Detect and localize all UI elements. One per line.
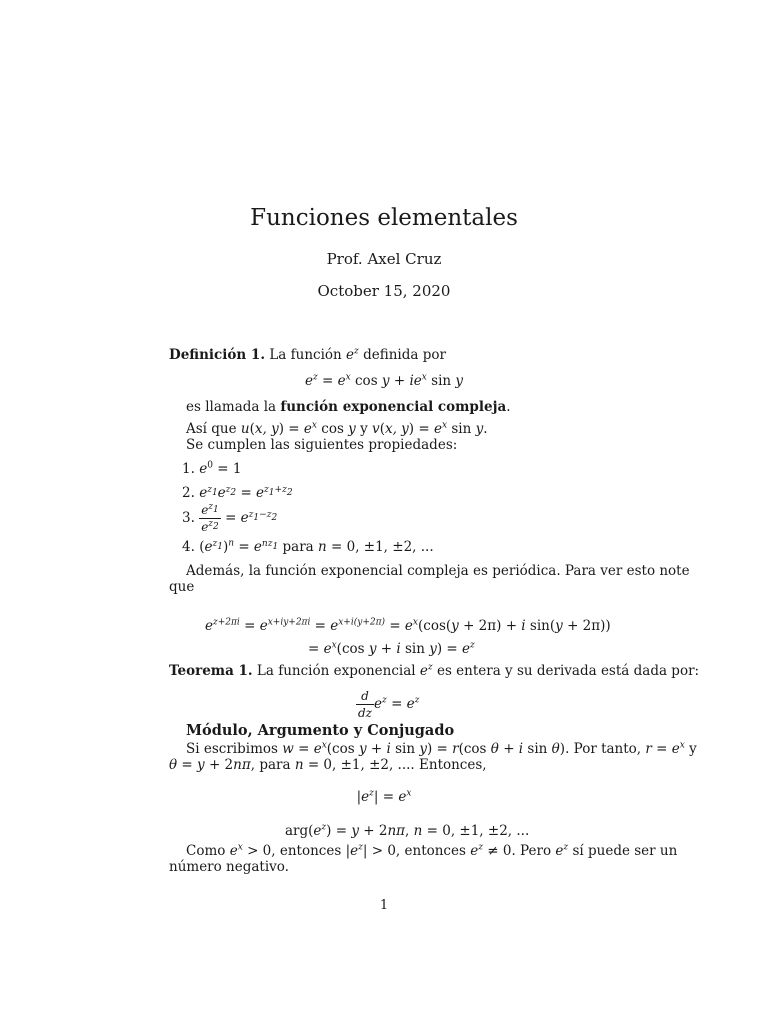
definition-line <box>169 346 446 364</box>
property-4: 4. $(e^{z_1})^n = e^{nz_1}$ para n = 0, ±1, ±2, ... <box>182 538 434 555</box>
section-line-4: número negativo. <box>169 859 289 875</box>
definition-text2: definida por <box>363 347 446 363</box>
equation-derivative: $\frac{d}{dz}$ $e^z = e^z$ <box>358 689 420 720</box>
se-cumplen-line: Se cumplen las siguientes propiedades: <box>186 437 458 453</box>
called-prefix: es llamada la <box>186 399 277 415</box>
y-word: y <box>360 421 368 437</box>
page-number: 1 <box>379 898 389 913</box>
document-title: Funciones elementales <box>250 205 518 231</box>
asi-que-line: Así que u(x, $y) = e^x$ cos y y v(x, $y) = e^x$ sin y. <box>186 420 488 437</box>
section-line-2: θ = y + 2nπ, para n = 0, ±1, ±2, .... Entonces, <box>169 757 487 773</box>
property-3: 3. $\frac{e^{z_1}}{e^{z_2}}$ = $e^{z_1-z_2}$ <box>182 502 278 534</box>
document-date: October 15, 2020 <box>317 282 451 300</box>
equation-argument: $arg(e^z) = y + 2n\pi$, n = 0, ±1, ±2, ... <box>285 822 530 839</box>
section-heading: Módulo, Argumento y Conjugado <box>186 722 455 739</box>
property-1: 1. $e^0 = 1$ <box>182 460 242 477</box>
called-bold: función exponencial compleja <box>280 399 507 415</box>
theorem-line: Teorema 1. La función exponencial $e^z$ es entera y su derivada está dada por: <box>169 662 700 679</box>
asi-que-text: Así que <box>186 421 237 437</box>
document-author: Prof. Axel Cruz <box>326 250 442 268</box>
periodic-line-1: Además, la función exponencial compleja es periódica. Para ver esto note <box>186 563 690 579</box>
equation-exp-def: $e^z = e^x$ $\cos y + ie^x$ sin y <box>304 372 464 389</box>
math-ez: $e^z$ <box>346 346 359 363</box>
definition-text: La función <box>269 347 342 363</box>
property-2: 2. $e^{z_1}e^{z_2} = e^{z_1+z_2}$ <box>182 484 293 501</box>
definition-label: Definición 1. <box>169 347 266 363</box>
equation-periodic-2: = $e^x(\cos$ y + i $\sin y) = e^z$ <box>308 640 475 657</box>
section-line-1: Si escribimos $w = e^x(\cos$ y + i sin y) = r(cos θ + i sin θ). Por tanto, $r = e^x$ y <box>186 740 697 757</box>
called-suffix: . <box>506 399 511 415</box>
equation-modulus: $|e^z| = e^x$ <box>356 788 412 805</box>
section-line-3: Como $e^x > 0$, entonces $|e^z| > 0$, entonces $e^z \ne 0$. Pero $e^z$ sí puede ser un <box>186 842 678 859</box>
theorem-label: Teorema 1. <box>169 663 253 679</box>
called-line <box>186 398 511 416</box>
periodic-line-2: que <box>169 579 195 595</box>
equation-periodic-1: $e^{z+2\pi i} = e^{x+iy+2\pi i} = e^{x+i(y+2\pi)} = e^x(\cos(y + 2\pi) + i$ sin(y + 2π)) <box>205 617 611 634</box>
